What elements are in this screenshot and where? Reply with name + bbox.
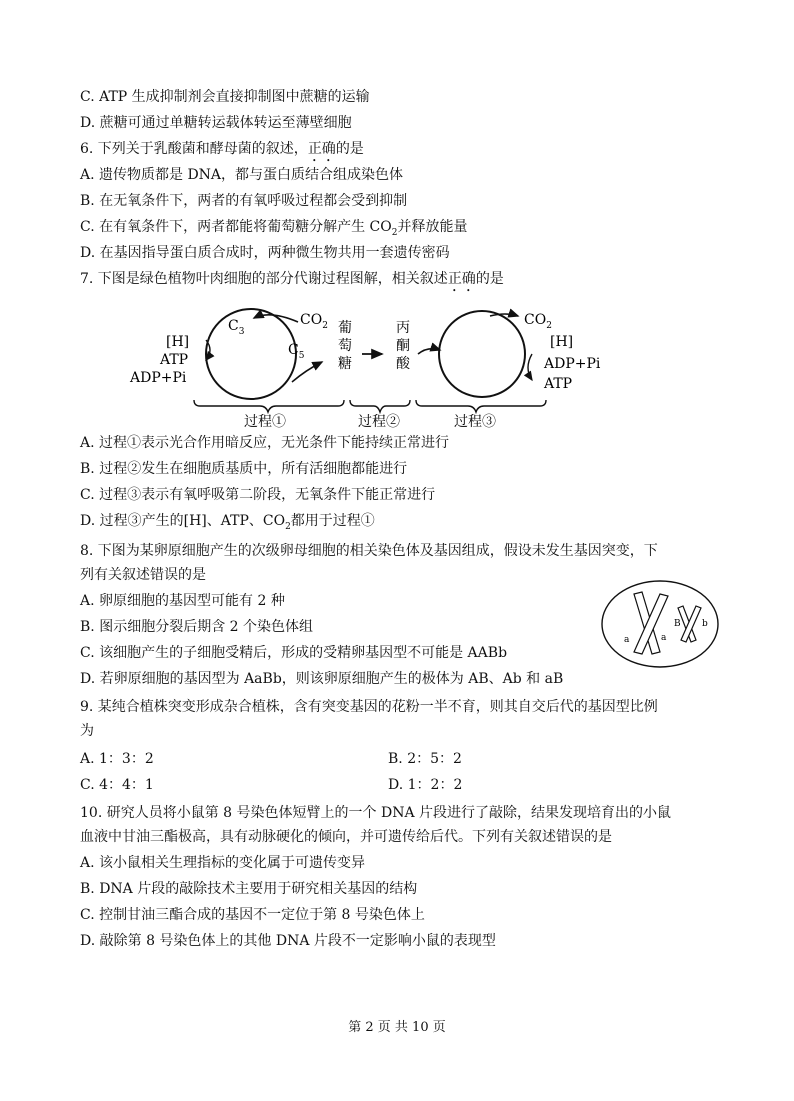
q8-option-c: C. 该细胞产生的子细胞受精后，形成的受精卵基因型不可能是 AABb (80, 645, 508, 661)
q10-stem-line1: 10. 研究人员将小鼠第 8 号染色体短臂上的一个 DNA 片段进行了敲除，结果发现培育出的小鼠 (80, 805, 672, 821)
co2-right-label: $CO_2$ (524, 312, 552, 331)
q8-option-a: A. 卵原细胞的基因型可能有 2 种 (80, 593, 285, 609)
q7-option-d: D. 过程③产生的[H]、ATP、$CO_2$都用于过程① (80, 513, 375, 532)
gene-label-B: B (674, 619, 681, 629)
q6-option-b: B. 在无氧条件下，两者的有氧呼吸过程都会受到抑制 (80, 193, 408, 209)
q6-option-c: C. 在有氧条件下，两者都能将葡萄糖分解产生 $CO_2$并释放能量 (80, 219, 468, 238)
gene-label-a1: a (624, 635, 630, 645)
process-2-label: 过程② (358, 414, 400, 430)
glucose-char-2: 萄 (338, 338, 352, 354)
q10-option-b: B. DNA 片段的敲除技术主要用于研究相关基因的结构 (80, 881, 418, 897)
chromosome-large (634, 592, 668, 654)
q10-stem-line2: 血液中甘油三酯极高，具有动脉硬化的倾向，并可遗传给后代。下列有关叙述错误的是 (80, 829, 612, 845)
atp-right-label: ATP (544, 376, 573, 392)
gene-label-a2: a (661, 633, 667, 643)
glucose-char-1: 葡 (338, 320, 352, 336)
q8-option-b: B. 图示细胞分裂后期含 2 个染色体组 (80, 619, 313, 635)
q8-stem-line2: 列有关叙述错误的是 (80, 567, 206, 583)
q7-stem: 7. 下图是绿色植物叶肉细胞的部分代谢过程图解，相关叙述正确的是 (80, 271, 504, 287)
adp-left-label: ADP+Pi (130, 370, 187, 386)
adp-right-label: ADP+Pi (544, 356, 601, 372)
q6-option-d: D. 在基因指导蛋白质合成时，两种微生物共用一套遗传密码 (80, 245, 450, 261)
q6-stem-emphasis: 正确 (307, 141, 336, 157)
q9-option-a: A. 1：3：2 (80, 751, 154, 767)
q10-option-c: C. 控制甘油三酯合成的基因不一定位于第 8 号染色体上 (80, 907, 425, 923)
c5-label: $C_5$ (288, 342, 305, 361)
citric-cycle-circle (439, 311, 525, 397)
calvin-cycle-circle (206, 309, 296, 399)
q7-option-c: C. 过程③表示有氧呼吸第二阶段，无氧条件下能正常进行 (80, 487, 436, 503)
pyruvate-char-3: 酸 (396, 356, 410, 372)
q9-option-d: D. 1：2：2 (388, 777, 463, 793)
process-3-brace (416, 400, 546, 412)
pyruvate-char-2: 酮 (396, 338, 410, 354)
q7-stem-emphasis: 正确 (447, 271, 476, 287)
q6-option-a: A. 遗传物质都是 DNA，都与蛋白质结合组成染色体 (80, 167, 404, 183)
q8-stem-line1: 8. 下图为某卵原细胞产生的次级卵母细胞的相关染色体及基因组成，假设未发生基因突变，下 (80, 543, 658, 559)
h-left-label: [H] (166, 334, 190, 350)
glucose-char-3: 糖 (338, 356, 352, 372)
co2-left-label: $CO_2$ (300, 312, 328, 331)
oocyte-cell-diagram (598, 578, 722, 670)
q6-stem: 6. 下列关于乳酸菌和酵母菌的叙述，正确的是 (80, 141, 364, 157)
process-3-label: 过程③ (454, 414, 496, 430)
q9-stem-line2: 为 (80, 723, 94, 739)
h-right-label: [H] (550, 334, 574, 350)
metabolism-diagram (120, 296, 620, 432)
c3-label: $C_3$ (228, 318, 245, 337)
gene-label-b: b (702, 619, 708, 629)
q9-option-b: B. 2：5：2 (388, 751, 462, 767)
q10-option-a: A. 该小鼠相关生理指标的变化属于可遗传变异 (80, 855, 366, 871)
pyruvate-into-cycle-arrow (418, 349, 440, 354)
q10-option-d: D. 敲除第 8 号染色体上的其他 DNA 片段不一定影响小鼠的表现型 (80, 933, 496, 949)
atp-output-arrow (528, 354, 532, 380)
q9-option-c: C. 4：4：1 (80, 777, 154, 793)
atp-left-label: ATP (160, 352, 189, 368)
co2-out-arrow (490, 314, 518, 316)
q7-option-a: A. 过程①表示光合作用暗反应，无光条件下能持续正常进行 (80, 435, 450, 451)
process-1-label: 过程① (244, 414, 286, 430)
process-1-brace (194, 400, 344, 412)
co2-in-arrow (254, 315, 298, 322)
q5-option-d: D. 蔗糖可通过单糖转运载体转运至薄壁细胞 (80, 115, 352, 131)
q5-option-c: C. ATP 生成抑制剂会直接抑制图中蔗糖的运输 (80, 89, 370, 105)
pyruvate-char-1: 丙 (396, 320, 410, 336)
q8-option-d: D. 若卵原细胞的基因型为 AaBb，则该卵原细胞产生的极体为 AB、Ab 和 aB (80, 671, 564, 687)
q9-stem-line1: 9. 某纯合植株突变形成杂合植株，含有突变基因的花粉一半不育，则其自交后代的基因型比例 (80, 699, 658, 715)
chromosome-small (678, 606, 701, 642)
c5-to-glucose-arrow (292, 362, 322, 382)
q7-option-b: B. 过程②发生在细胞质基质中，所有活细胞都能进行 (80, 461, 408, 477)
page-footer: 第 2 页 共 10 页 (348, 1020, 446, 1035)
process-2-brace (350, 400, 410, 412)
